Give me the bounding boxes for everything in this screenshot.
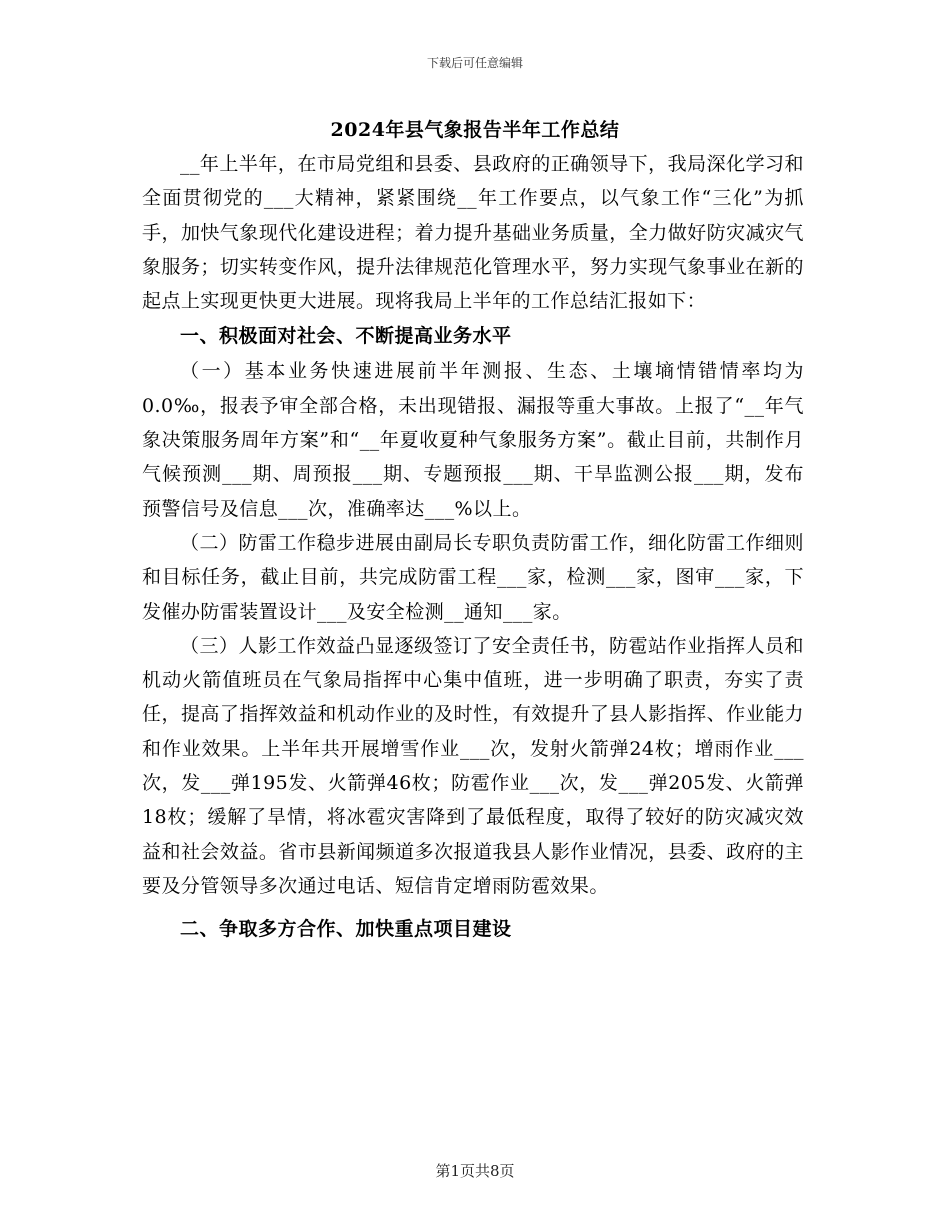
section-2-heading: 二、争取多方合作、加快重点项目建设 — [180, 918, 512, 941]
section-1-heading: 一、积极面对社会、不断提高业务水平 — [180, 325, 512, 348]
document-title: 2024年县气象报告半年工作总结 — [330, 119, 620, 141]
section-1-paragraph-3: （三）人影工作效益凸显逐级签订了安全责任书，防雹站作业指挥人员和机动火箭值班员在气象局指挥中心集中值班，进一步明确了职责，夯实了责任，提高了指挥效益和机动作业的及时性，有效提升了县人影指挥、作业能力和作业效果。上半年共开展增雪作业___次，发射火箭弹24枚；增雨作业___次，发___弹195发、火箭弹46枚；防雹作业___次，发___弹205发、火箭弹18枚；缓解了旱情，将冰雹灾害降到了最低程度，取得了较好的防灾减灾效益和社会效益。省市县新闻频道多次报道我县人影作业情况，县委、政府的主要及分管领导多次通过电话、短信肯定增雨防雹效果。 — [142, 634, 804, 897]
section-1-paragraph-2: （二）防雷工作稳步进展由副局长专职负责防雷工作，细化防雷工作细则和目标任务，截止目前，共完成防雷工程___家，检测___家，图审___家，下发催办防雷装置设计___及安全检测__通知___家。 — [142, 531, 804, 623]
section-1-paragraph-1: （一）基本业务快速进展前半年测报、生态、土壤墒情错情率均为0.0‰，报表予审全部合格，未出现错报、漏报等重大事故。上报了“__年气象决策服务周年方案”和“__年夏收夏种气象服务方案”。截止目前，共制作月气候预测___期、周预报___期、专题预报___期、干旱监测公报___期，发布预警信号及信息___次，准确率达___%以上。 — [142, 360, 804, 520]
document-body — [142, 147, 804, 947]
page-number-footer: 第1页共8页 — [435, 1162, 515, 1180]
header-note: 下载后可任意编辑 — [426, 56, 523, 70]
intro-paragraph: __年上半年，在市局党组和县委、县政府的正确领导下，我局深化学习和全面贯彻党的___大精神，紧紧围绕__年工作要点，以气象工作“三化”为抓手，加快气象现代化建设进程；着力提升基础业务质量，全力做好防灾减灾气象服务；切实转变作风，提升法律规范化管理水平，努力实现气象事业在新的起点上实现更快更大进展。现将我局上半年的工作总结汇报如下： — [142, 153, 804, 313]
